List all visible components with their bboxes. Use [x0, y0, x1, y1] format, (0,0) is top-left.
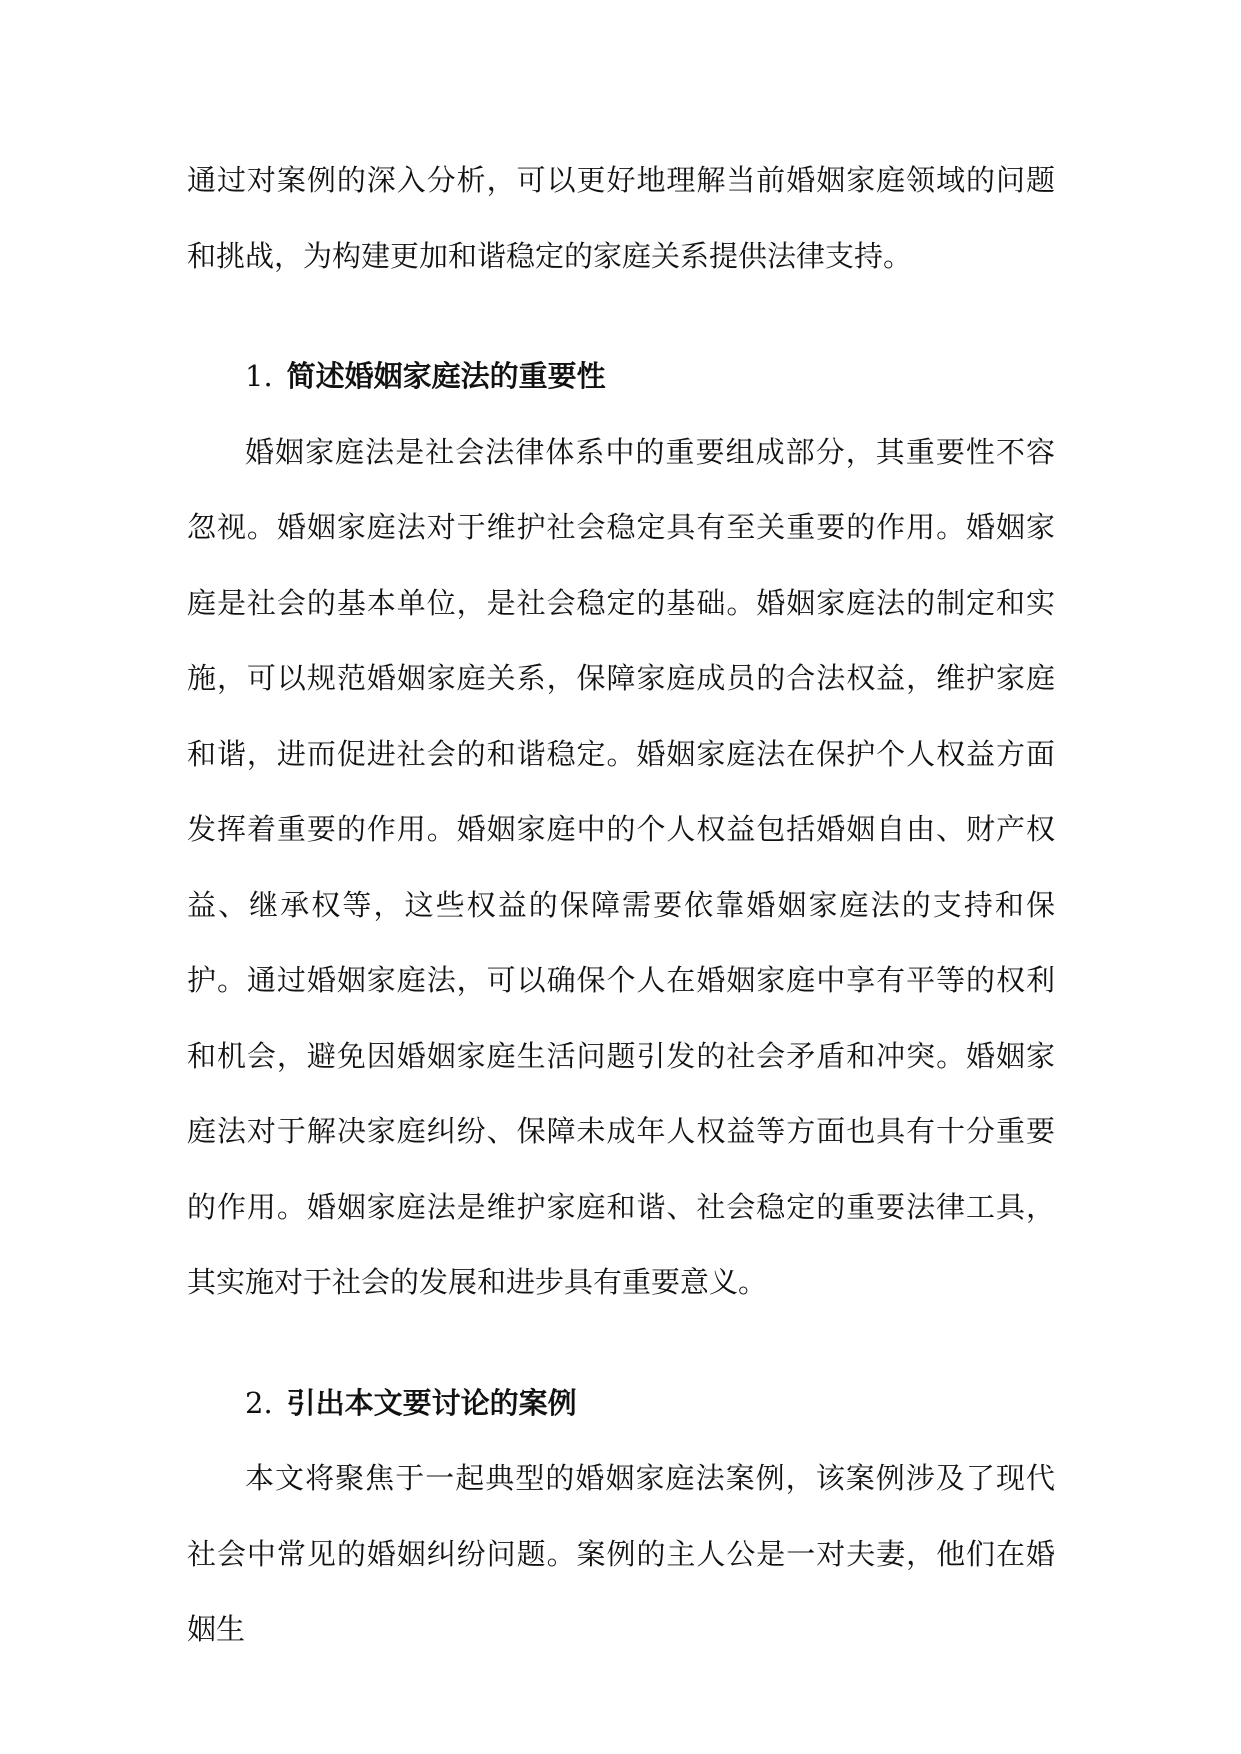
section-title-2: 引出本文要讨论的案例 [286, 1385, 577, 1420]
section-heading-2 [187, 1366, 1055, 1442]
section-body-1: 婚姻家庭法是社会法律体系中的重要组成部分，其重要性不容忽视。婚姻家庭法对于维护社会稳定具有至关重要的作用。婚姻家庭是社会的基本单位，是社会稳定的基础。婚姻家庭法的制定和实施，可以规范婚姻家庭关系，保障家庭成员的合法权益，维护家庭和谐，进而促进社会的和谐稳定。婚姻家庭法在保护个人权益方面发挥着重要的作用。婚姻家庭中的个人权益包括婚姻自由、财产权益、继承权等，这些权益的保障需要依靠婚姻家庭法的支持和保护。通过婚姻家庭法，可以确保个人在婚姻家庭中享有平等的权利和机会，避免因婚姻家庭生活问题引发的社会矛盾和冲突。婚姻家庭法对于解决家庭纠纷、保障未成年人权益等方面也具有十分重要的作用。婚姻家庭法是维护家庭和谐、社会稳定的重要法律工具，其实施对于社会的发展和进步具有重要意义。 [187, 434, 1055, 1299]
intro-paragraph: 通过对案例的深入分析，可以更好地理解当前婚姻家庭领域的问题和挑战，为构建更加和谐稳定的家庭关系提供法律支持。 [187, 163, 1055, 273]
section-body-2: 本文将聚焦于一起典型的婚姻家庭法案例，该案例涉及了现代社会中常见的婚姻纠纷问题。案例的主人公是一对夫妻，他们在婚姻生 [187, 1461, 1055, 1646]
section-number-2: 2. [245, 1385, 273, 1420]
section-heading-1 [187, 339, 1055, 415]
section-number-1: 1. [245, 359, 273, 393]
document-body [187, 143, 1055, 1668]
section-title-1: 简述婚姻家庭法的重要性 [286, 359, 606, 393]
